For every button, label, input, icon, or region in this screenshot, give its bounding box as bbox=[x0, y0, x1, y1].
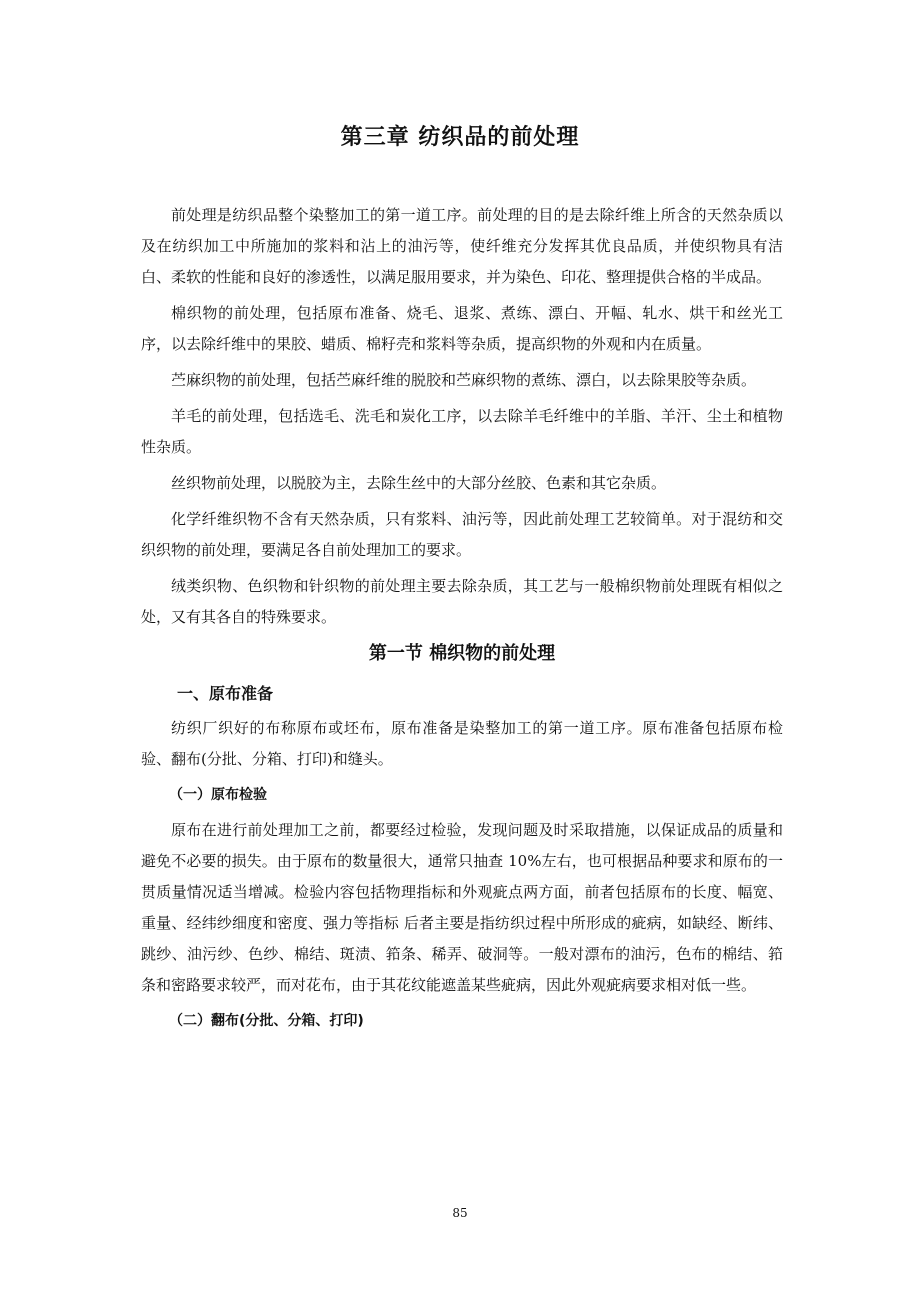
intro-paragraph: 前处理是纺织品整个染整加工的第一道工序。前处理的目的是去除纤维上所含的天然杂质以及在纺织加工中所施加的浆料和沾上的油污等，使纤维充分发挥其优良品质，并使织物具有洁白、柔软的性能和良好的渗透性，以满足服用要求，并为染色、印花、整理提供合格的半成品。 bbox=[141, 206, 783, 286]
section-title: 第一节 棉织物的前处理 bbox=[368, 643, 556, 664]
item-title: （一）原布检验 bbox=[169, 787, 267, 803]
item-title: （二）翻布(分批、分箱、打印) bbox=[169, 1013, 364, 1029]
intro-paragraph: 羊毛的前处理，包括选毛、洗毛和炭化工序，以去除羊毛纤维中的羊脂、羊汗、尘土和植物性杂质。 bbox=[141, 407, 783, 456]
intro-paragraph: 绒类织物、色织物和针织物的前处理主要去除杂质，其工艺与一般棉织物前处理既有相似之处，又有其各自的特殊要求。 bbox=[141, 577, 783, 626]
body-text bbox=[141, 200, 783, 1041]
subsection-paragraph: 纺织厂织好的布称原布或坯布，原布准备是染整加工的第一道工序。原布准备包括原布检验、翻布(分批、分箱、打印)和缝头。 bbox=[141, 719, 783, 768]
intro-paragraph: 棉织物的前处理，包括原布准备、烧毛、退浆、煮练、漂白、开幅、轧水、烘干和丝光工序，以去除纤维中的果胶、蜡质、棉籽壳和浆料等杂质，提高织物的外观和内在质量。 bbox=[141, 304, 783, 353]
intro-paragraph: 化学纤维织物不含有天然杂质，只有浆料、油污等，因此前处理工艺较简单。对于混纺和交织织物的前处理，要满足各自前处理加工的要求。 bbox=[141, 510, 783, 559]
item-paragraph: 原布在进行前处理加工之前，都要经过检验，发现问题及时采取措施，以保证成品的质量和避免不必要的损失。由于原布的数量很大，通常只抽查 10%左右，也可根据品种要求和原布的一贯质量情况适当增减。检验内容包括物理指标和外观疵点两方面，前者包括原布的长度、幅宽、重量、经纬纱细度和密度、强力等指标 后者主要是指纺织过程中所形成的疵病，如缺经、断纬、跳纱、油污纱、色纱、棉结、斑渍、筘条、稀弄、破洞等。一般对漂布的油污，色布的棉结、筘条和密路要求较严，而对花布，由于其花纹能遮盖某些疵病，因此外观疵病要求相对低一些。 bbox=[141, 821, 783, 994]
subsection-title: 一、原布准备 bbox=[177, 684, 274, 703]
intro-paragraph: 丝织物前处理，以脱胶为主，去除生丝中的大部分丝胶、色素和其它杂质。 bbox=[171, 474, 667, 492]
intro-paragraph: 苎麻织物的前处理，包括苎麻纤维的脱胶和苎麻织物的煮练、漂白，以去除果胶等杂质。 bbox=[171, 371, 757, 389]
chapter-title: 第三章 纺织品的前处理 bbox=[340, 125, 580, 150]
page-number: 85 bbox=[452, 1206, 468, 1220]
